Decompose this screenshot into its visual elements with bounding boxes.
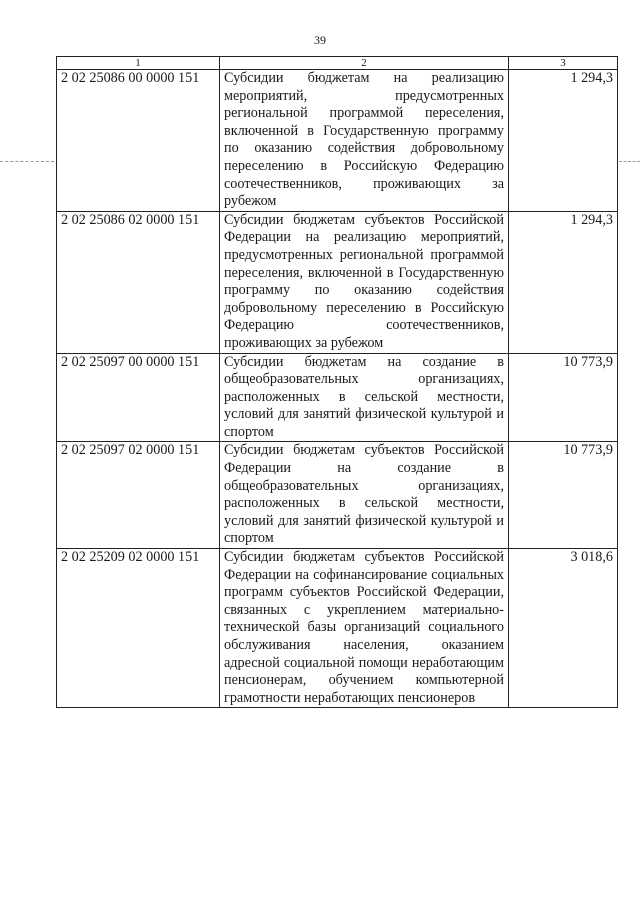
budget-code: 2 02 25209 02 0000 151 bbox=[57, 549, 220, 708]
scan-artifact-line-right bbox=[619, 161, 640, 162]
table-row bbox=[57, 70, 618, 212]
budget-description: Субсидии бюджетам субъектов Российской Федерации на реализацию мероприятий, предусмотренных региональной программой переселения, включенной в Государственную программу по оказанию содействия добровольному переселению в Российскую Федерацию соотечественников, проживающих за рубежом bbox=[220, 211, 509, 353]
budget-code: 2 02 25086 00 0000 151 bbox=[57, 70, 220, 212]
column-number-row bbox=[57, 57, 618, 70]
budget-code: 2 02 25097 02 0000 151 bbox=[57, 442, 220, 549]
column-number-1: 1 bbox=[57, 57, 220, 70]
budget-code: 2 02 25086 02 0000 151 bbox=[57, 211, 220, 353]
budget-amount: 10 773,9 bbox=[509, 353, 618, 442]
budget-amount: 1 294,3 bbox=[509, 70, 618, 212]
column-number-2: 2 bbox=[220, 57, 509, 70]
budget-table bbox=[56, 56, 618, 708]
page-number: 39 bbox=[314, 33, 326, 47]
budget-code: 2 02 25097 00 0000 151 bbox=[57, 353, 220, 442]
budget-amount: 1 294,3 bbox=[509, 211, 618, 353]
budget-description: Субсидии бюджетам на создание в общеобразовательных организациях, расположенных в сельской местности, условий для занятий физической культурой и спортом bbox=[220, 353, 509, 442]
budget-amount: 10 773,9 bbox=[509, 442, 618, 549]
table-row bbox=[57, 549, 618, 708]
budget-description: Субсидии бюджетам субъектов Российской Федерации на софинансирование социальных программ субъектов Российской Федерации, связанных с укреплением материально-технической базы организаций социального обслуживания населения, оказанием адресной социальной помощи неработающим пенсионерам, обучением компьютерной грамотности неработающих пенсионеров bbox=[220, 549, 509, 708]
table-row bbox=[57, 442, 618, 549]
column-number-3: 3 bbox=[509, 57, 618, 70]
budget-amount: 3 018,6 bbox=[509, 549, 618, 708]
budget-description: Субсидии бюджетам на реализацию мероприятий, предусмотренных региональной программой переселения, включенной в Государственную программу по оказанию содействия добровольному переселению в Российскую Федерацию соотечественников, проживающих за рубежом bbox=[220, 70, 509, 212]
scan-artifact-line-left bbox=[0, 161, 54, 162]
table-row bbox=[57, 211, 618, 353]
table-row bbox=[57, 353, 618, 442]
budget-description: Субсидии бюджетам субъектов Российской Федерации на создание в общеобразовательных организациях, расположенных в сельской местности, условий для занятий физической культурой и спортом bbox=[220, 442, 509, 549]
